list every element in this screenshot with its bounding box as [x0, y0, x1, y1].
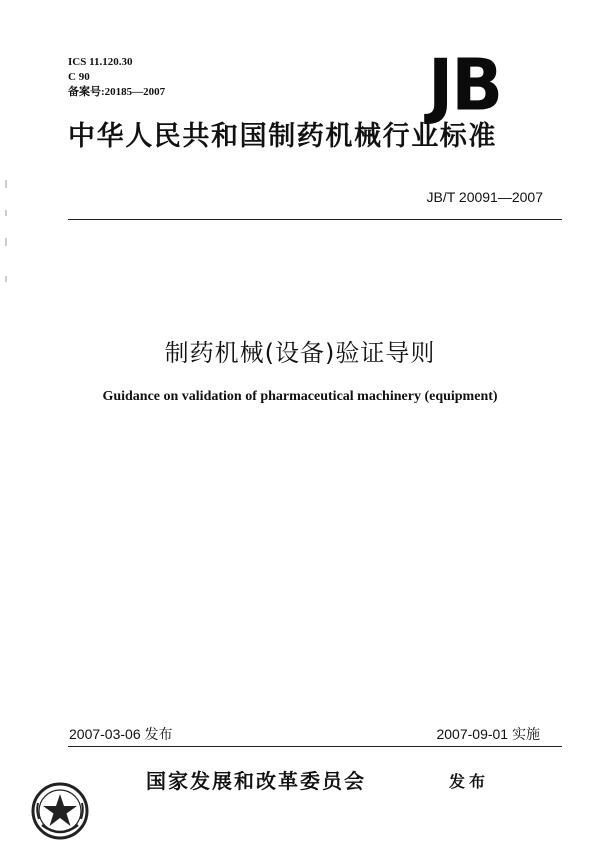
- issue-action-label: 发布: [449, 772, 490, 791]
- header-divider: [68, 219, 562, 220]
- record-number: 备案号:20185—2007: [68, 86, 166, 98]
- issuing-authority: 国家发展和改革委员会: [146, 769, 366, 793]
- footer-divider: [68, 746, 562, 747]
- document-title-chinese: 制药机械(设备)验证导则: [164, 339, 436, 367]
- issue-date: 2007-03-06 发布: [69, 726, 173, 742]
- document-title-english: Guidance on validation of pharmaceutical machinery (equipment): [102, 389, 498, 404]
- standard-number: JB/T 20091—2007: [426, 189, 543, 205]
- standard-type-heading: 中华人民共和国制药机械行业标准: [68, 121, 497, 152]
- ccs-code: C 90: [68, 71, 90, 83]
- ministry-emblem-icon: [30, 781, 90, 841]
- implementation-date: 2007-09-01 实施: [436, 726, 540, 742]
- jb-logo: JB: [428, 44, 502, 128]
- binding-margin-marks: [4, 180, 8, 300]
- ics-code: ICS 11.120.30: [68, 56, 133, 68]
